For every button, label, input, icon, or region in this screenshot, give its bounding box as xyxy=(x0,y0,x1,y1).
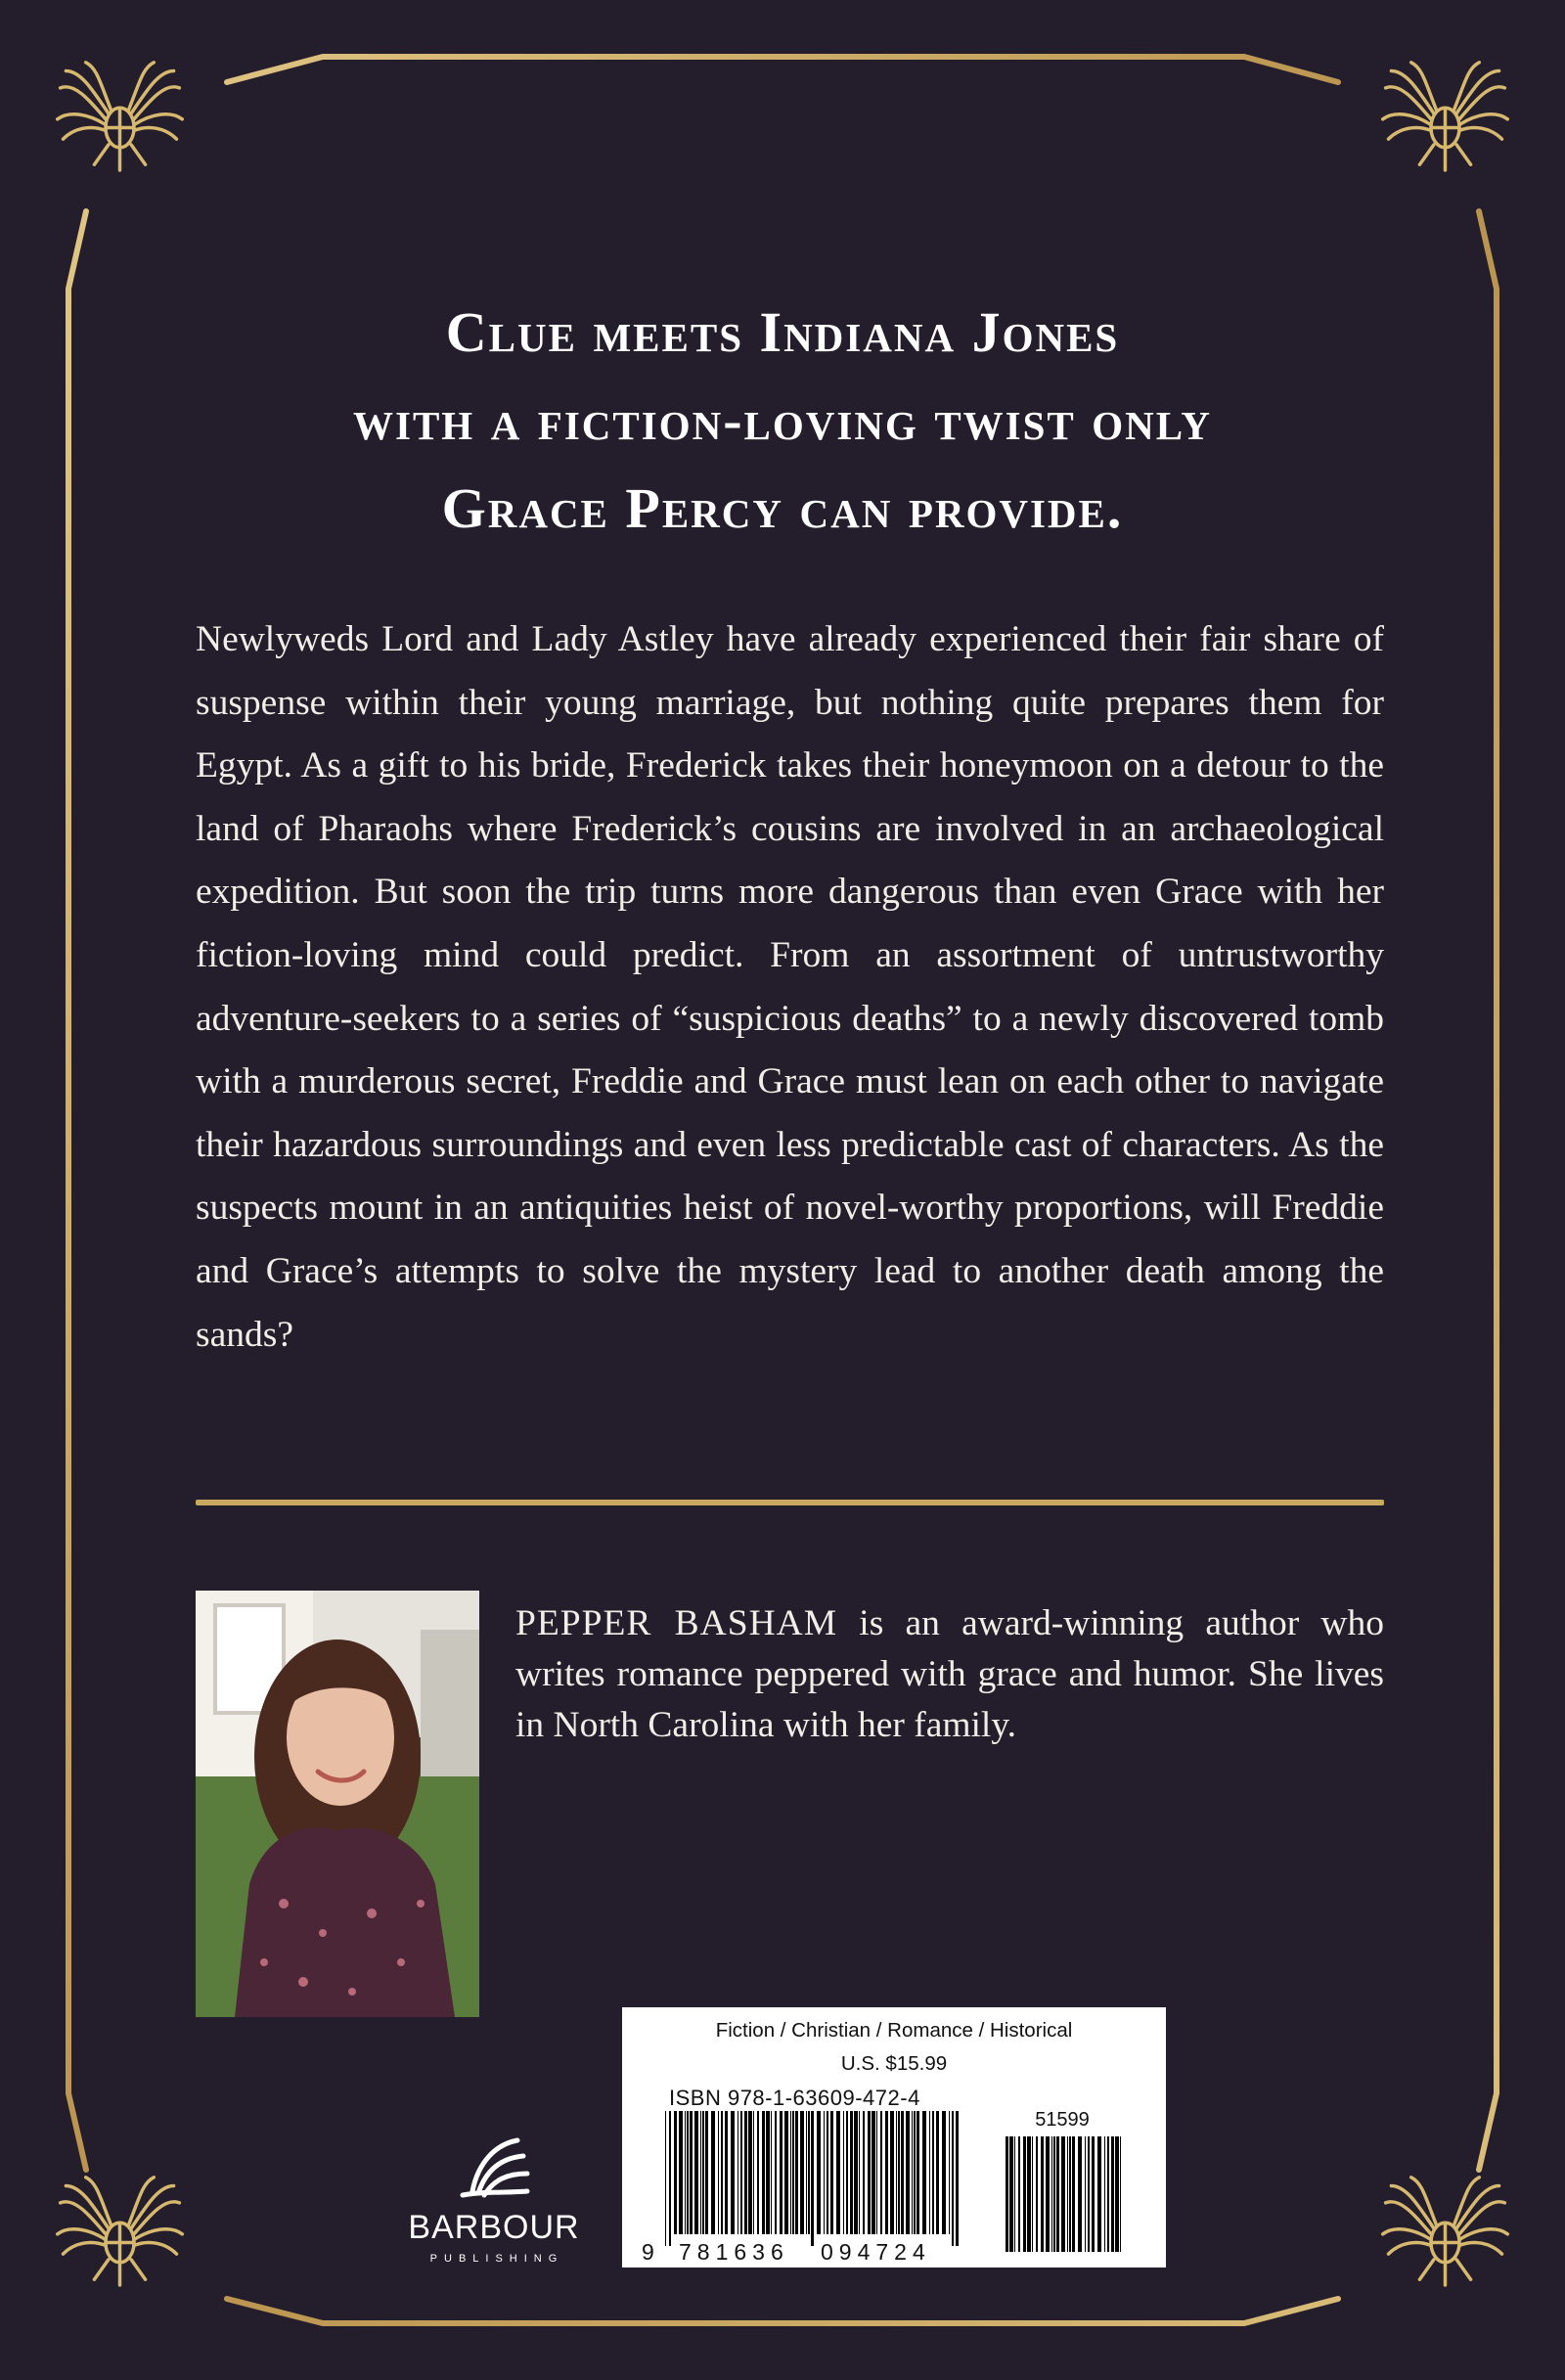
publisher-subtitle: PUBLISHING xyxy=(429,2253,564,2265)
barcode-digits xyxy=(622,2007,1166,2268)
isbn-barcode-panel xyxy=(622,2007,1166,2268)
tagline-line-3: Grace Percy can provide. xyxy=(441,476,1124,540)
barcode-digits-right: 094724 xyxy=(821,2239,931,2265)
section-divider xyxy=(196,1500,1384,1505)
tagline-headline xyxy=(117,289,1448,553)
scarab-ornament-bottom-left xyxy=(49,2172,191,2313)
author-name: PEPPER BASHAM xyxy=(515,1603,838,1643)
bisac-category: Fiction / Christian / Romance / Historical xyxy=(715,2019,1073,2042)
scarab-ornament-top-left xyxy=(49,57,191,199)
barcode-digits-left: 781636 xyxy=(679,2239,789,2265)
tagline-line-2: with a fiction-loving twist only xyxy=(353,388,1212,452)
barbour-book-icon xyxy=(445,2123,543,2201)
scarab-ornament-top-right xyxy=(1374,57,1516,199)
author-photo xyxy=(196,1591,479,2017)
isbn-number: ISBN 978-1-63609-472-4 xyxy=(669,2086,920,2110)
tagline-line-1: Clue meets Indiana Jones xyxy=(445,300,1120,364)
scarab-ornament-bottom-right xyxy=(1374,2172,1516,2313)
author-bio xyxy=(515,1598,1384,1751)
barcode-digit-lead: 9 xyxy=(642,2239,654,2265)
book-description: Newlyweds Lord and Lady Astley have already experienced their fair share of suspense within their young marriage, but nothing quite prepares them for Egypt. As a gift to his bride, Frederick takes their honeymoon on a detour to the land of Pharaohs where Frederick’s cousins are involved in an archaeological expedition. But soon the trip turns more dangerous than even Grace with her fiction-loving mind could predict. From an assortment of untrustworthy adventure-seekers to a series of “suspicious deaths” to a newly discovered tomb with a murderous secret, Freddie and Grace must lean on each other to navigate their hazardous surroundings and even less predictable cast of characters. As the suspects mount in an antiquities heist of novel-worthy proportions, will Freddie and Grace’s attempts to solve the mystery lead to another death among the sands? xyxy=(196,619,1384,1355)
price-label: U.S. $15.99 xyxy=(840,2052,948,2075)
publisher-logo xyxy=(386,2113,602,2284)
publisher-name: BARBOUR xyxy=(408,2209,580,2246)
price-addon-code: 51599 xyxy=(1035,2109,1090,2131)
author-bio-text: is an award-winning author who writes romance peppered with grace and humor. She lives in North Carolina with her family. xyxy=(515,1603,1384,1745)
